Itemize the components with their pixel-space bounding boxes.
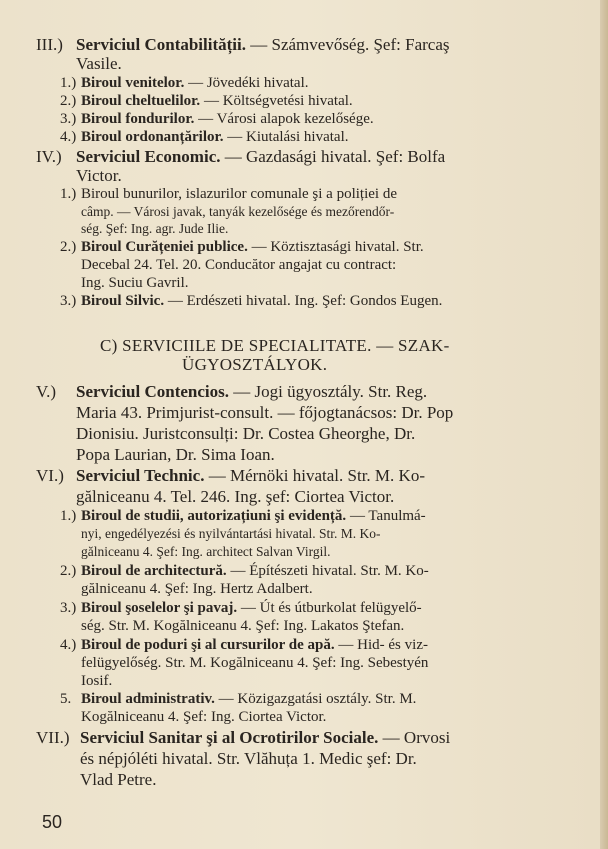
section-title-line: Serviciul Contabilității. — Számvevőség. Şef: Farcaş xyxy=(76,35,450,54)
item-number: 4.) xyxy=(60,129,77,145)
section-title-line: Vlad Petre. xyxy=(80,770,157,789)
entry-label: Biroul de architectură. xyxy=(81,563,227,579)
section-number: V.) xyxy=(36,382,56,401)
entry-label: Biroul Silvic. xyxy=(81,293,165,309)
item-text: Biroul de studii, autorizațiuni şi evidență. — Tanulmá- xyxy=(81,508,426,524)
entry-label: Serviciul Economic. xyxy=(76,147,221,166)
entry-label: Biroul şoselelor şi pavaj. xyxy=(81,600,238,616)
entry-label: Biroul cheltuelilor. xyxy=(81,93,201,109)
item-number: 4.) xyxy=(60,637,77,653)
item-text: Decebal 24. Tel. 20. Conducător angajat cu contract: xyxy=(81,257,397,273)
item-number: 5. xyxy=(60,691,72,707)
page-number: 50 xyxy=(42,812,63,832)
item-number: 2.) xyxy=(60,563,77,579)
section-text-line: Popa Laurian, Dr. Sima Ioan. xyxy=(76,445,275,464)
item-text: Biroul fondurilor. — Városi alapok kezelősége. xyxy=(81,111,374,127)
item-text: Iosif. xyxy=(81,673,113,689)
item-text: câmp. — Városi javak, tanyák kezelősége és mezőrendőr- xyxy=(81,204,395,219)
item-text: Biroul ordonanțărilor. — Kiutalási hivatal. xyxy=(81,129,349,145)
item-text: Ing. Suciu Gavril. xyxy=(81,275,189,291)
entry-label: Serviciul Contabilității. xyxy=(76,35,246,54)
item-text: ség. Şef: Ing. agr. Jude Ilie. xyxy=(81,221,229,236)
item-text: gălniceanu 4. Şef: Ing. Hertz Adalbert. xyxy=(81,581,313,597)
item-number: 2.) xyxy=(60,239,77,255)
section-title-line: gălniceanu 4. Tel. 246. Ing. şef: Ciortea Victor. xyxy=(76,487,395,506)
item-text: gălniceanu 4. Şef: Ing. architect Salvan Virgil. xyxy=(81,544,331,559)
section-heading: ÜGYOSZTÁLYOK. xyxy=(182,355,328,374)
item-text: Biroul şoselelor şi pavaj. — Út és útburkolat felügyelő- xyxy=(81,600,422,616)
page-edge xyxy=(600,0,608,849)
section-number: VII.) xyxy=(36,728,70,747)
item-text: Kogălniceanu 4. Şef: Ing. Ciortea Victor. xyxy=(81,709,327,725)
item-text: felügyelőség. Str. M. Kogălniceanu 4. Şef: Ing. Sebestyén xyxy=(81,655,429,671)
entry-label: Biroul venitelor. xyxy=(81,75,185,91)
section-number: VI.) xyxy=(36,466,64,485)
section-title-line: és népjóléti hivatal. Str. Vlăhuța 1. Medic şef: Dr. xyxy=(80,749,417,768)
item-number: 1.) xyxy=(60,508,77,524)
item-text: Biroul Silvic. — Erdészeti hivatal. Ing. Şef: Gondos Eugen. xyxy=(81,293,443,309)
section-title-line: Serviciul Economic. — Gazdasági hivatal. Şef: Bolfa xyxy=(76,147,446,166)
section-text-line: Maria 43. Primjurist-consult. — főjogtanácsos: Dr. Pop xyxy=(76,403,454,422)
entry-label: Serviciul Sanitar şi al Ocrotirilor Sociale. xyxy=(80,728,379,747)
item-number: 3.) xyxy=(60,293,77,309)
item-text: Biroul bunurilor, islazurilor comunale şi a poliției de xyxy=(81,186,397,202)
item-text: ség. Str. M. Kogălniceanu 4. Şef: Ing. Lakatos Ştefan. xyxy=(81,618,405,634)
entry-label: Biroul de poduri şi al cursurilor de apă. xyxy=(81,637,335,653)
item-number: 1.) xyxy=(60,75,77,91)
section-title-line: Serviciul Sanitar şi al Ocrotirilor Sociale. — Orvosi xyxy=(80,728,451,747)
section-text-line: Dionisiu. Juristconsulți: Dr. Costea Gheorghe, Dr. xyxy=(76,424,416,443)
entry-label: Biroul de studii, autorizațiuni şi evidență. xyxy=(81,508,347,524)
entry-label: Biroul fondurilor. xyxy=(81,111,195,127)
section-heading: C) SERVICIILE DE SPECIALITATE. — SZAK- xyxy=(100,336,450,355)
section-title-line: Serviciul Technic. — Mérnöki hivatal. Str. M. Ko- xyxy=(76,466,425,485)
item-text: Biroul venitelor. — Jövedéki hivatal. xyxy=(81,75,309,91)
item-text: Biroul cheltuelilor. — Költségvetési hivatal. xyxy=(81,93,353,109)
entry-label: Serviciul Technic. xyxy=(76,466,205,485)
item-number: 1.) xyxy=(60,186,77,202)
section-title-line: Victor. xyxy=(76,166,122,185)
item-number: 2.) xyxy=(60,93,77,109)
section-number: IV.) xyxy=(36,147,62,166)
item-text: Biroul de architectură. — Építészeti hivatal. Str. M. Ko- xyxy=(81,563,429,579)
item-text: nyi, engedélyezési és nyilvántartási hivatal. Str. M. Ko- xyxy=(81,526,381,541)
section-number: III.) xyxy=(36,35,63,54)
entry-label: Serviciul Contencios. xyxy=(76,382,229,401)
item-text: Biroul administrativ. — Közigazgatási osztály. Str. M. xyxy=(81,691,417,707)
entry-label: Biroul ordonanțărilor. xyxy=(81,129,224,145)
item-number: 3.) xyxy=(60,111,77,127)
entry-label: Biroul Curățeniei publice. xyxy=(81,239,248,255)
item-number: 3.) xyxy=(60,600,77,616)
entry-label: Biroul administrativ. xyxy=(81,691,215,707)
section-title-line: Vasile. xyxy=(76,54,122,73)
item-text: Biroul Curățeniei publice. — Köztisztasági hivatal. Str. xyxy=(81,239,424,255)
item-text: Biroul de poduri şi al cursurilor de apă. — Hid- és viz- xyxy=(81,637,428,653)
section-text-line: Serviciul Contencios. — Jogi ügyosztály. Str. Reg. xyxy=(76,382,428,401)
